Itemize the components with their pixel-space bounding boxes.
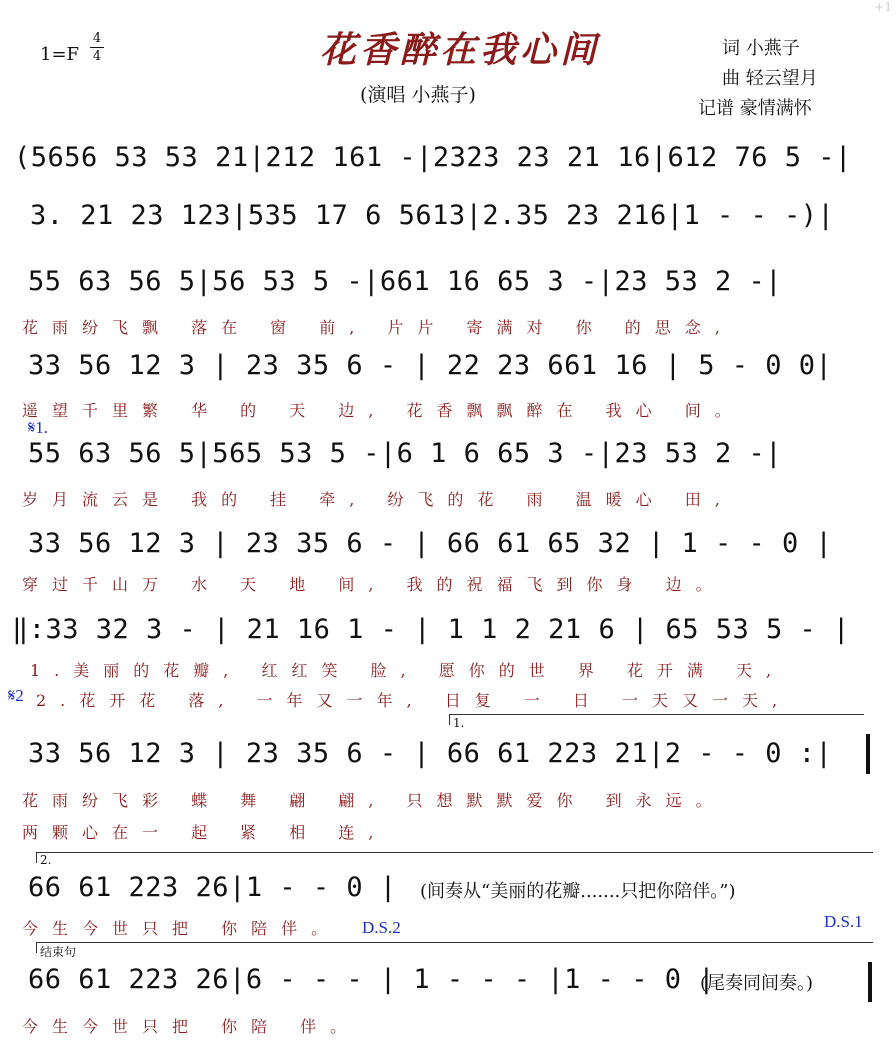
ending-2-label: 2. (40, 853, 52, 867)
ending-1-bracket (449, 714, 864, 725)
notation-row-7-notes: 33 32 3 - | 21 16 1 - | 1 1 2 21 6 | 65 53 5 - | (45, 614, 850, 645)
lyric-row-9: 今生今世只把 你陪伴。 (22, 919, 342, 938)
time-bottom: 4 (90, 47, 104, 65)
time-signature (90, 30, 104, 65)
notation-row-5: 55 63 56 5|565 53 5 -|6 1 6 65 3 -|23 53 2 -| (28, 438, 782, 469)
notation-row-7 (12, 614, 850, 645)
lyric-row-6: 穿过千山万 水 天 地 间, 我的祝福飞到你身 边。 (22, 575, 726, 594)
lyric-row-8b: 两颗心在一 起 紧 相 连, (22, 823, 388, 842)
notation-row-9: 66 61 223 26|1 - - 0 | (28, 872, 397, 903)
final-repeat-barline (866, 734, 870, 774)
ds2-mark: D.S.2 (362, 918, 401, 937)
lyric-row-4: 遥望千里繁 华 的 天 边, 花香飘飘醉在 我心 间。 (22, 401, 745, 420)
composer-credit: 曲 轻云望月 (722, 68, 818, 89)
verse-line-1: 1.美丽的花瓣, 红红笑 脸, 愿你的世 界 花开满 天, (30, 661, 786, 680)
segno-1: 𝄋1. (28, 418, 49, 437)
time-top: 4 (92, 31, 102, 46)
notation-row-3: 55 63 56 5|56 53 5 -|661 16 65 3 -|23 53 2 -| (28, 266, 782, 297)
corner-mark: +1 (874, 0, 892, 14)
ending-1-label: 1. (453, 716, 465, 730)
notation-row-10: 66 61 223 26|6 - - - | 1 - - - |1 - - 0 | (28, 964, 715, 995)
outro-note: (尾奏同间奏。) (700, 973, 814, 994)
singer-credit: (演唱 小燕子) (360, 84, 476, 106)
lyric-row-3: 花雨纷飞飘 落在 窗 前, 片片 寄满对 你 的思念, (22, 318, 734, 337)
verse-line-2: 2.花开花 落, 一年又一年, 日复 一 日 一天又一天, (36, 691, 792, 710)
coda-label: 结束句 (40, 945, 77, 959)
ds1-mark: D.S.1 (824, 912, 863, 931)
song-title: 花香醉在我心间 (319, 29, 600, 71)
notation-row-6: 33 56 12 3 | 23 35 6 - | 66 61 65 32 | 1 - - 0 | (28, 528, 833, 559)
lyric-row-8: 花雨纷飞彩 蝶 舞 翩 翩, 只想默默爱你 到永远。 (22, 791, 726, 810)
segno-2: 𝄋2 (8, 686, 24, 705)
notation-row-1: (5656 53 53 21|212 161 -|2323 23 21 16|612 76 5 -| (14, 142, 852, 173)
coda-bracket (36, 942, 873, 953)
lyricist-credit: 词 小燕子 (722, 38, 800, 59)
notation-row-4: 33 56 12 3 | 23 35 6 - | 22 23 661 16 | 5 - 0 0| (28, 350, 833, 381)
key-signature: 1=F (40, 44, 80, 65)
ending-2-bracket (36, 852, 873, 863)
transcriber-credit: 记谱 豪情满怀 (698, 98, 812, 119)
lyric-row-10: 今生今世只把 你陪 伴。 (22, 1017, 361, 1036)
final-barline (868, 962, 872, 1002)
notation-row-8: 33 56 12 3 | 23 35 6 - | 66 61 223 21|2 - - 0 :| (28, 738, 833, 769)
notation-row-2: 3. 21 23 123|535 17 6 5613|2.35 23 216|1 - - -)| (30, 200, 835, 231)
lyric-row-5: 岁月流云是 我的 挂 牵, 纷飞的花 雨 温暖心 田, (22, 490, 734, 509)
repeat-start-sign: ‖: (12, 614, 46, 645)
interlude-note: (间奏从“美丽的花瓣.......只把你陪伴。”) (420, 881, 736, 902)
